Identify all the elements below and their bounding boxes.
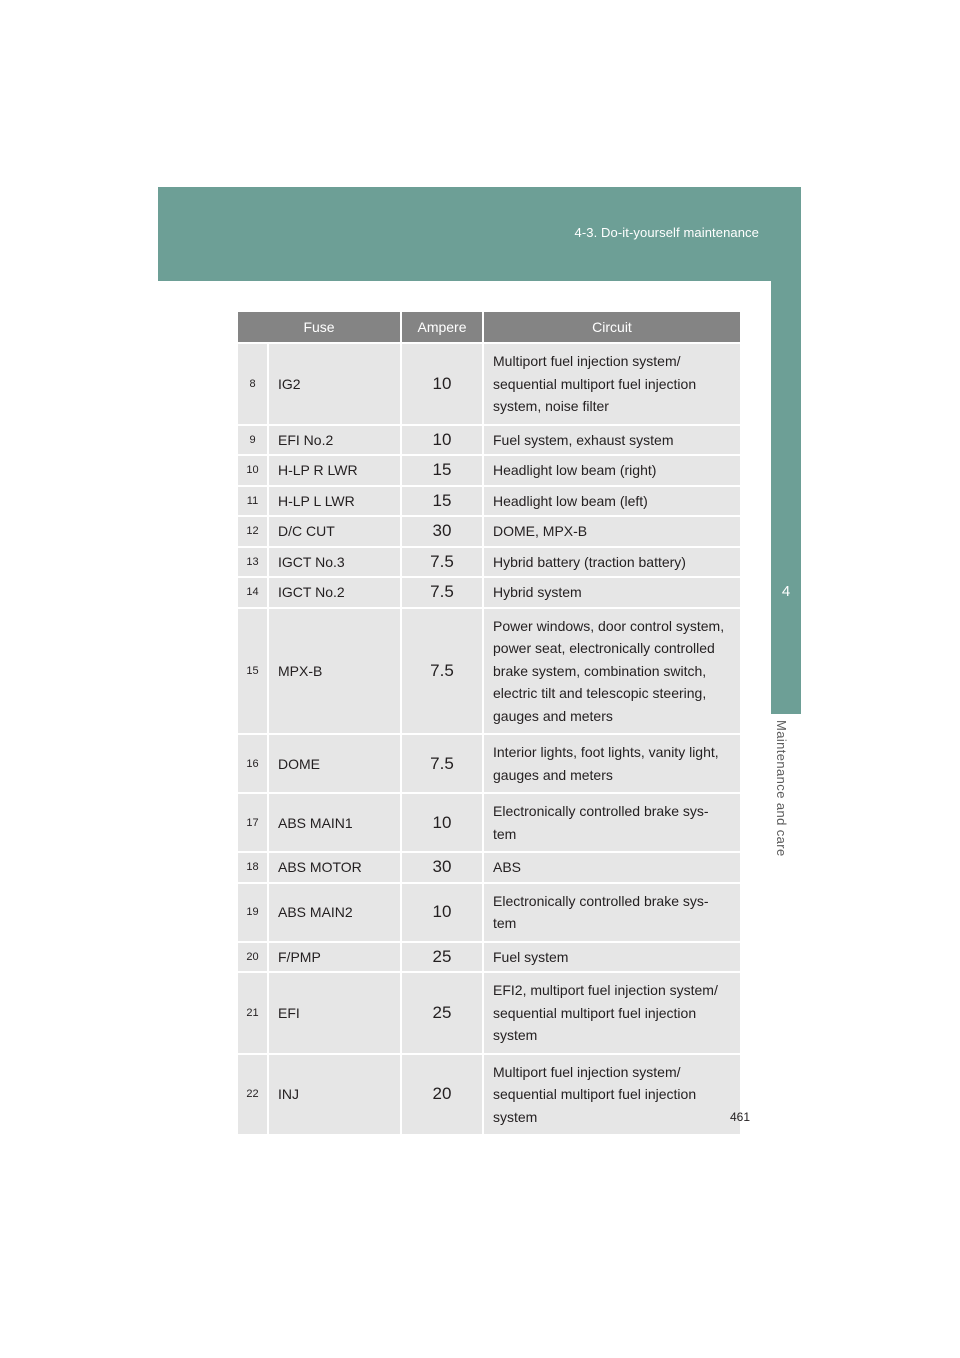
table-row — [238, 883, 740, 942]
fuse-name: H-LP R LWR — [268, 455, 401, 486]
fuse-circuit: Electronically controlled brake sys- tem — [483, 883, 740, 942]
fuse-name: IGCT No.3 — [268, 547, 401, 578]
fuse-circuit: EFI2, multiport fuel injection system/ sequential multiport fuel injection system — [483, 972, 740, 1054]
fuse-circuit: Headlight low beam (left) — [483, 486, 740, 517]
chapter-label: Maintenance and care — [774, 720, 789, 857]
fuse-ampere: 15 — [401, 455, 483, 486]
fuse-name: H-LP L LWR — [268, 486, 401, 517]
fuse-number: 18 — [238, 852, 268, 883]
fuse-name: IG2 — [268, 343, 401, 425]
chapter-side-tab — [771, 281, 801, 714]
fuse-number: 16 — [238, 734, 268, 793]
fuse-ampere: 7.5 — [401, 608, 483, 735]
fuse-circuit: Hybrid system — [483, 577, 740, 608]
table-row — [238, 734, 740, 793]
fuse-number: 10 — [238, 455, 268, 486]
header-row — [238, 312, 740, 343]
fuse-ampere: 25 — [401, 942, 483, 973]
fuse-number: 21 — [238, 972, 268, 1054]
fuse-circuit: Multiport fuel injection system/ sequential multiport fuel injection system — [483, 1054, 740, 1135]
column-header-circuit: Circuit — [483, 312, 740, 343]
fuse-circuit: ABS — [483, 852, 740, 883]
fuse-ampere: 10 — [401, 343, 483, 425]
table-row — [238, 516, 740, 547]
fuse-number: 22 — [238, 1054, 268, 1135]
fuse-name: ABS MAIN1 — [268, 793, 401, 852]
fuse-name: ABS MAIN2 — [268, 883, 401, 942]
fuse-ampere: 30 — [401, 516, 483, 547]
fuse-circuit: Headlight low beam (right) — [483, 455, 740, 486]
section-title: 4-3. Do-it-yourself maintenance — [574, 225, 759, 240]
fuse-circuit: Hybrid battery (traction battery) — [483, 547, 740, 578]
fuse-ampere: 30 — [401, 852, 483, 883]
fuse-name: INJ — [268, 1054, 401, 1135]
table-row — [238, 486, 740, 517]
fuse-circuit: Power windows, door control system, power seat, electronically controlled brake system, combination switch, electric tilt and telescopic steering, gauges and meters — [483, 608, 740, 735]
table-row — [238, 1054, 740, 1135]
table-row — [238, 793, 740, 852]
fuse-number: 14 — [238, 577, 268, 608]
fuse-name: MPX-B — [268, 608, 401, 735]
fuse-number: 12 — [238, 516, 268, 547]
fuse-ampere: 10 — [401, 883, 483, 942]
fuse-table — [238, 312, 740, 1134]
fuse-circuit: Electronically controlled brake sys- tem — [483, 793, 740, 852]
fuse-circuit: DOME, MPX-B — [483, 516, 740, 547]
fuse-ampere: 20 — [401, 1054, 483, 1135]
table-row — [238, 942, 740, 973]
column-header-ampere: Ampere — [401, 312, 483, 343]
fuse-ampere: 10 — [401, 425, 483, 456]
table-row — [238, 343, 740, 425]
column-header-fuse: Fuse — [238, 312, 401, 343]
fuse-circuit: Fuel system, exhaust system — [483, 425, 740, 456]
table-row — [238, 455, 740, 486]
table-row — [238, 547, 740, 578]
table-row — [238, 972, 740, 1054]
fuse-circuit: Fuel system — [483, 942, 740, 973]
fuse-ampere: 7.5 — [401, 734, 483, 793]
table-row — [238, 608, 740, 735]
fuse-circuit: Interior lights, foot lights, vanity light, gauges and meters — [483, 734, 740, 793]
chapter-number: 4 — [781, 583, 791, 600]
fuse-ampere: 15 — [401, 486, 483, 517]
fuse-ampere: 10 — [401, 793, 483, 852]
fuse-number: 19 — [238, 883, 268, 942]
fuse-number: 11 — [238, 486, 268, 517]
fuse-name: ABS MOTOR — [268, 852, 401, 883]
chapter-header-band — [158, 187, 801, 281]
table-row — [238, 577, 740, 608]
fuse-name: F/PMP — [268, 942, 401, 973]
fuse-ampere: 7.5 — [401, 547, 483, 578]
table-row — [238, 852, 740, 883]
fuse-ampere: 7.5 — [401, 577, 483, 608]
fuse-number: 13 — [238, 547, 268, 578]
table-row — [238, 425, 740, 456]
fuse-name: D/C CUT — [268, 516, 401, 547]
fuse-number: 17 — [238, 793, 268, 852]
fuse-table-body — [238, 343, 740, 1134]
fuse-number: 9 — [238, 425, 268, 456]
fuse-number: 15 — [238, 608, 268, 735]
fuse-name: EFI — [268, 972, 401, 1054]
fuse-name: IGCT No.2 — [268, 577, 401, 608]
page-number: 461 — [730, 1110, 751, 1124]
fuse-name: DOME — [268, 734, 401, 793]
fuse-table-header — [238, 312, 740, 343]
fuse-number: 8 — [238, 343, 268, 425]
fuse-circuit: Multiport fuel injection system/ sequential multiport fuel injection system, noise filter — [483, 343, 740, 425]
fuse-number: 20 — [238, 942, 268, 973]
fuse-ampere: 25 — [401, 972, 483, 1054]
fuse-name: EFI No.2 — [268, 425, 401, 456]
